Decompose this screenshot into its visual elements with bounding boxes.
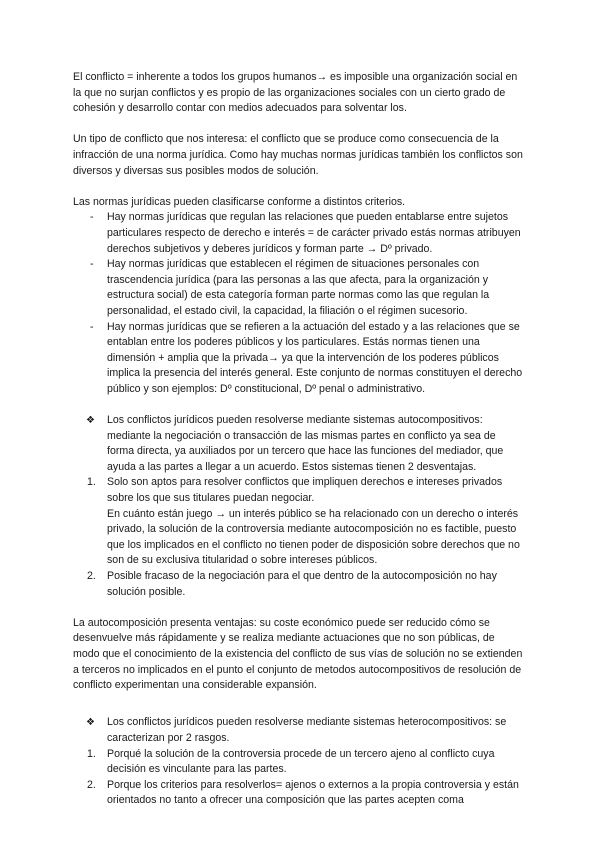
dash-marker: - — [90, 211, 94, 224]
list-item — [73, 747, 523, 778]
norm-types-list — [73, 210, 523, 397]
paragraph-norm-classification: Las normas jurídicas pueden clasificarse conforme a distintos criterios. — [73, 195, 406, 208]
number-marker: 1. — [87, 476, 96, 489]
autocompositive-disadvantages-list — [73, 475, 523, 600]
list-item-text: Hay normas jurídicas que establecen el régimen de situaciones personales con trascendencia jurídica (para las personas a las que afecta, para la organización y estructura social) de esta categoría forman parte normas como las que regulan la personalidad, el estado civil, la capacidad, la filiación o el régimen sucesorio. — [107, 258, 490, 317]
list-item — [73, 475, 523, 569]
diamond-bullet-icon: ❖ — [86, 415, 95, 427]
list-item-continuation: En cuánto están juego → un interés público se ha relacionado con un derecho o interés privado, la solución de la controversia mediante autocomposición no es factible, puesto que los implicados en el conflicto no tienen poder de disposición sobre derechos que no son de su exclusiva titularidad o sobre intereses públicos. — [107, 507, 520, 567]
paragraph-autocomposition-advantages: La autocomposición presenta ventajas: su coste económico puede ser reducido cómo se desenvuelve más rápidamente y se realiza mediante actuaciones que no son públicas, de modo que el conocimiento de la existencia del conflicto de sus vías de solución no se extienden a terceros no implicados en el punto el conjunto de metodos autocompositivos de resolución de conflicto experimentan una considerable expansión. — [73, 616, 523, 692]
number-marker: 2. — [87, 570, 96, 582]
list-item — [73, 320, 523, 398]
heterocompositive-intro: Los conflictos jurídicos pueden resolverse mediante sistemas heterocompositivos: se caracterizan por 2 rasgos. — [107, 716, 507, 744]
paragraph-conflict-definition: El conflicto = inherente a todos los grupos humanos→ es imposible una organización social en la que no surjan conflictos y es propio de las organizaciones sociales con un cierto grado de cohesión y desarrollo contar con medios adecuados para solventar los. — [73, 71, 518, 115]
dash-marker: - — [90, 258, 94, 271]
autocompositive-intro: Los conflictos jurídicos pueden resolverse mediante sistemas autocompositivos: mediante la negociación o transacción de las mismas partes en conflicto ya sea de forma directa, ya auxiliados por un tercero que hace las funciones del mediador, que ayuda a las partes a llegar a un acuerdo. Estos sistemas tienen 2 desventajas. — [107, 414, 504, 473]
list-item — [73, 413, 523, 475]
list-item-text: Hay normas jurídicas que regulan las relaciones que pueden entablarse entre sujetos particulares respecto de derecho e interés = de carácter privado estás normas atribuyen derechos subjetivos y deberes jurídicos y forman parte → Dº privado. — [107, 211, 521, 255]
list-item — [73, 715, 523, 746]
list-item-text: Porque los criterios para resolverlos= ajenos o externos a la propia controversia y están orientados no tanto a ofrecer una composición que las partes acepten coma — [107, 778, 519, 807]
list-item-text: Hay normas jurídicas que se refieren a la actuación del estado y a las relaciones que se entablan entre los poderes públicos y los particulares. Estás normas tienen una dimensión + amplia que la privada→ ya que la intervención de los poderes públicos implica la presencia del interés general. Este conjunto de normas constituyen el derecho público y son ejemplos: Dº constitucional, Dº penal o administrativo. — [107, 320, 523, 395]
heterocompositive-traits-list — [73, 747, 523, 809]
document-body — [73, 70, 523, 809]
list-item-text: Solo son aptos para resolver conflictos que impliquen derechos e intereses privados sobre los que sus titulares puedan negociar. — [107, 476, 503, 505]
number-marker: 2. — [87, 778, 96, 791]
heterocompositive-section — [73, 715, 523, 746]
paragraph-legal-conflict: Un tipo de conflicto que nos interesa: el conflicto que se produce como consecuencia de la infracción de una norma jurídica. Como hay muchas normas jurídicas también los conflictos son diversos y diversas sus posibles modos de solución. — [73, 133, 523, 177]
list-item-text: Posible fracaso de la negociación para el que dentro de la autocomposición no hay solución posible. — [107, 570, 497, 598]
list-item — [73, 210, 523, 257]
number-marker: 1. — [87, 747, 96, 760]
list-item — [73, 778, 523, 809]
list-item-text: Porqué la solución de la controversia procede de un tercero ajeno al conflicto cuya decisión es vinculante para las partes. — [107, 747, 495, 776]
dash-marker: - — [90, 320, 94, 333]
list-item — [73, 257, 523, 319]
diamond-bullet-icon: ❖ — [86, 717, 95, 729]
autocompositive-section — [73, 413, 523, 475]
list-item — [73, 569, 523, 600]
